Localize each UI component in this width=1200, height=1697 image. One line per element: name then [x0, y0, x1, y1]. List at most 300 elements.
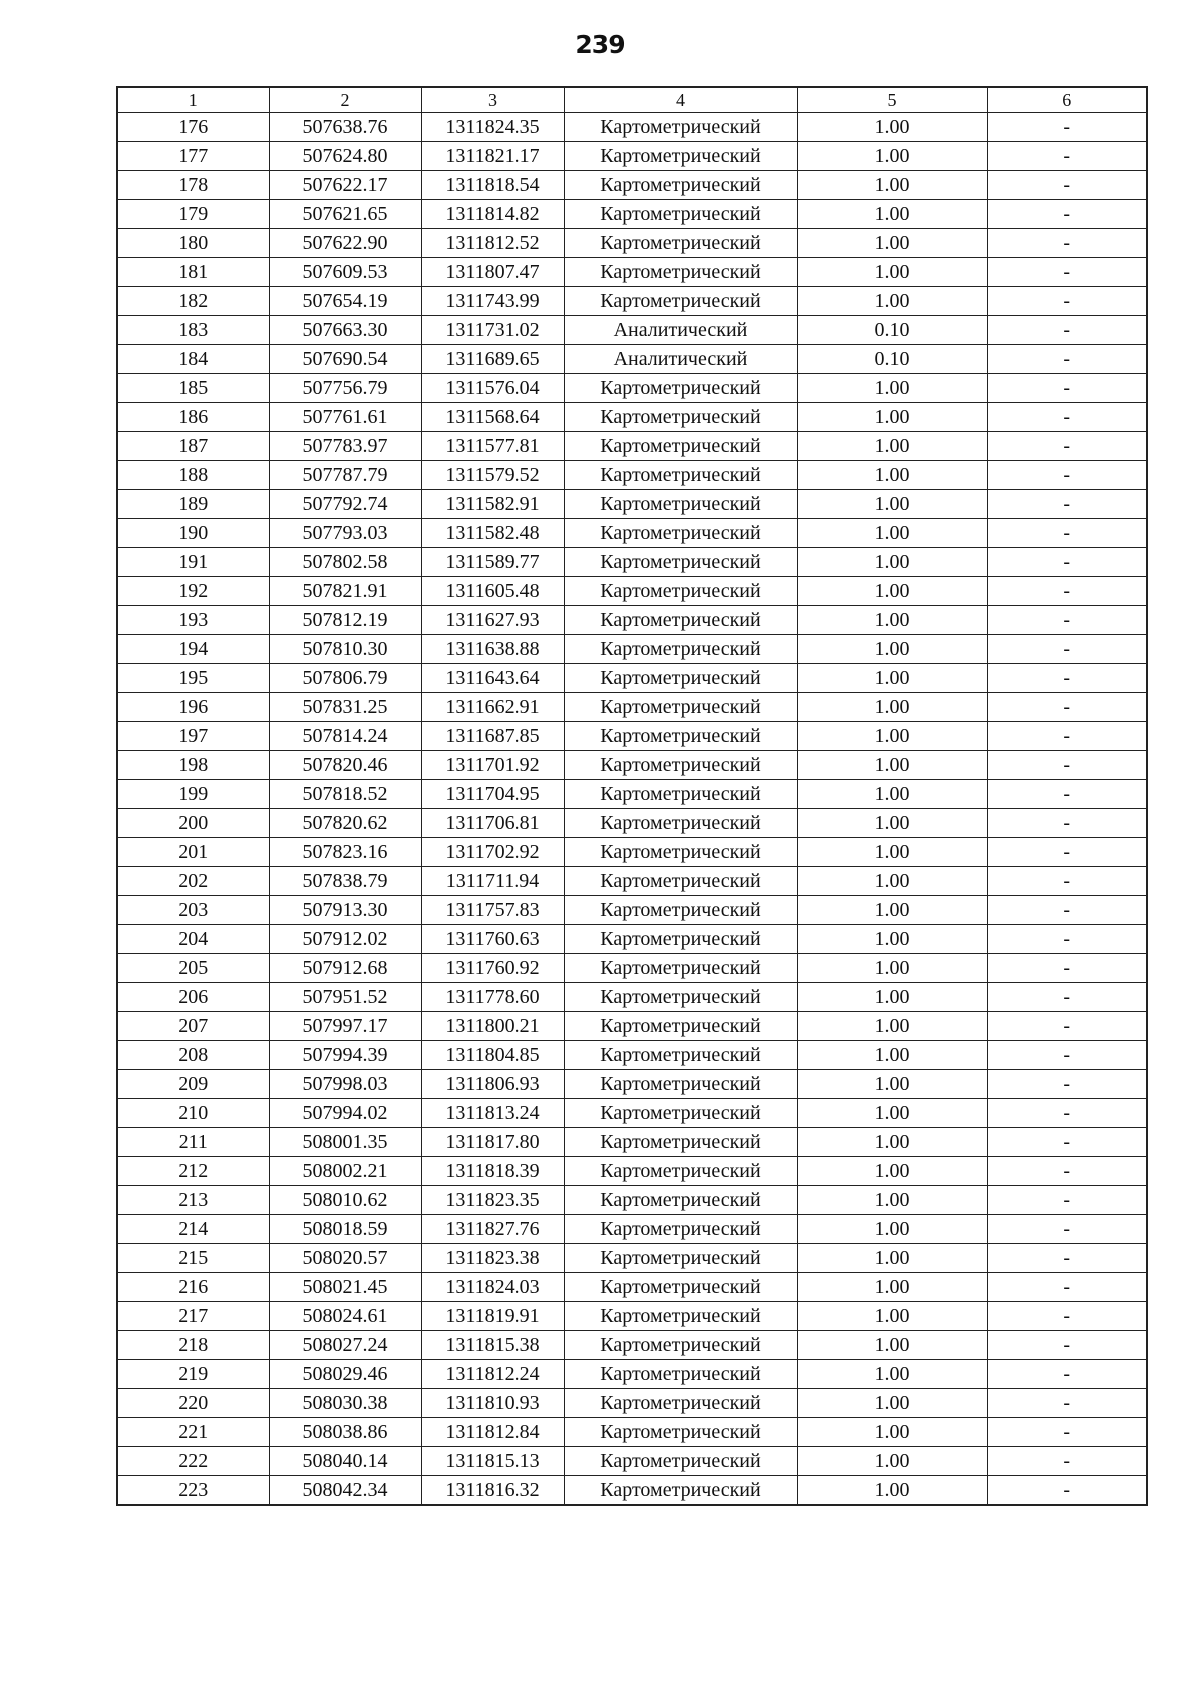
point-number-cell: 207: [117, 1012, 269, 1041]
accuracy-cell: 1.00: [797, 461, 987, 490]
point-number-cell: 198: [117, 751, 269, 780]
method-cell: Картометрический: [564, 1389, 797, 1418]
y-coordinate-cell: 1311643.64: [421, 664, 564, 693]
y-coordinate-cell: 1311815.13: [421, 1447, 564, 1476]
note-cell: -: [987, 635, 1147, 664]
point-number-cell: 218: [117, 1331, 269, 1360]
x-coordinate-cell: 507838.79: [269, 867, 421, 896]
point-number-cell: 183: [117, 316, 269, 345]
y-coordinate-cell: 1311806.93: [421, 1070, 564, 1099]
table-row: [117, 954, 1147, 983]
point-number-cell: 215: [117, 1244, 269, 1273]
table-row: [117, 403, 1147, 432]
note-cell: -: [987, 1447, 1147, 1476]
x-coordinate-cell: 507783.97: [269, 432, 421, 461]
accuracy-cell: 1.00: [797, 1215, 987, 1244]
y-coordinate-cell: 1311823.35: [421, 1186, 564, 1215]
method-cell: Картометрический: [564, 490, 797, 519]
point-number-cell: 187: [117, 432, 269, 461]
note-cell: -: [987, 432, 1147, 461]
x-coordinate-cell: 507821.91: [269, 577, 421, 606]
y-coordinate-cell: 1311824.35: [421, 113, 564, 142]
note-cell: -: [987, 200, 1147, 229]
method-cell: Картометрический: [564, 780, 797, 809]
x-coordinate-cell: 507951.52: [269, 983, 421, 1012]
accuracy-cell: 1.00: [797, 1128, 987, 1157]
note-cell: -: [987, 1128, 1147, 1157]
table-row: [117, 838, 1147, 867]
table-row: [117, 1099, 1147, 1128]
point-number-cell: 205: [117, 954, 269, 983]
method-cell: Картометрический: [564, 867, 797, 896]
method-cell: Картометрический: [564, 635, 797, 664]
method-cell: Картометрический: [564, 1418, 797, 1447]
method-cell: Картометрический: [564, 838, 797, 867]
y-coordinate-cell: 1311706.81: [421, 809, 564, 838]
y-coordinate-cell: 1311702.92: [421, 838, 564, 867]
accuracy-cell: 1.00: [797, 1476, 987, 1506]
method-cell: Картометрический: [564, 548, 797, 577]
accuracy-cell: 1.00: [797, 577, 987, 606]
accuracy-cell: 1.00: [797, 490, 987, 519]
x-coordinate-cell: 507792.74: [269, 490, 421, 519]
note-cell: -: [987, 1302, 1147, 1331]
table-row: [117, 1302, 1147, 1331]
y-coordinate-cell: 1311800.21: [421, 1012, 564, 1041]
y-coordinate-cell: 1311812.84: [421, 1418, 564, 1447]
note-cell: -: [987, 838, 1147, 867]
y-coordinate-cell: 1311804.85: [421, 1041, 564, 1070]
method-cell: Картометрический: [564, 171, 797, 200]
accuracy-cell: 1.00: [797, 606, 987, 635]
table-row: [117, 1012, 1147, 1041]
y-coordinate-cell: 1311819.91: [421, 1302, 564, 1331]
table-row: [117, 606, 1147, 635]
accuracy-cell: 1.00: [797, 1186, 987, 1215]
method-cell: Картометрический: [564, 432, 797, 461]
method-cell: Картометрический: [564, 1447, 797, 1476]
y-coordinate-cell: 1311627.93: [421, 606, 564, 635]
method-cell: Картометрический: [564, 142, 797, 171]
note-cell: -: [987, 606, 1147, 635]
x-coordinate-cell: 507994.02: [269, 1099, 421, 1128]
point-number-cell: 185: [117, 374, 269, 403]
point-number-cell: 214: [117, 1215, 269, 1244]
note-cell: -: [987, 809, 1147, 838]
accuracy-cell: 1.00: [797, 983, 987, 1012]
x-coordinate-cell: 507912.02: [269, 925, 421, 954]
method-cell: Картометрический: [564, 1070, 797, 1099]
x-coordinate-cell: 507814.24: [269, 722, 421, 751]
table-row: [117, 461, 1147, 490]
method-cell: Аналитический: [564, 316, 797, 345]
table-row: [117, 1389, 1147, 1418]
table-row: [117, 113, 1147, 142]
method-cell: Картометрический: [564, 258, 797, 287]
y-coordinate-cell: 1311814.82: [421, 200, 564, 229]
method-cell: Картометрический: [564, 809, 797, 838]
x-coordinate-cell: 508027.24: [269, 1331, 421, 1360]
method-cell: Картометрический: [564, 954, 797, 983]
x-coordinate-cell: 508040.14: [269, 1447, 421, 1476]
y-coordinate-cell: 1311638.88: [421, 635, 564, 664]
point-number-cell: 199: [117, 780, 269, 809]
point-number-cell: 188: [117, 461, 269, 490]
x-coordinate-cell: 507913.30: [269, 896, 421, 925]
point-number-cell: 202: [117, 867, 269, 896]
table-row: [117, 490, 1147, 519]
method-cell: Картометрический: [564, 1012, 797, 1041]
accuracy-cell: 1.00: [797, 780, 987, 809]
point-number-cell: 204: [117, 925, 269, 954]
table-row: [117, 722, 1147, 751]
note-cell: -: [987, 1012, 1147, 1041]
y-coordinate-cell: 1311589.77: [421, 548, 564, 577]
y-coordinate-cell: 1311812.24: [421, 1360, 564, 1389]
accuracy-cell: 1.00: [797, 200, 987, 229]
accuracy-cell: 1.00: [797, 635, 987, 664]
x-coordinate-cell: 508001.35: [269, 1128, 421, 1157]
note-cell: -: [987, 171, 1147, 200]
note-cell: -: [987, 287, 1147, 316]
accuracy-cell: 1.00: [797, 1273, 987, 1302]
accuracy-cell: 1.00: [797, 1157, 987, 1186]
method-cell: Картометрический: [564, 577, 797, 606]
table-row: [117, 316, 1147, 345]
note-cell: -: [987, 1186, 1147, 1215]
method-cell: Картометрический: [564, 1099, 797, 1128]
accuracy-cell: 1.00: [797, 432, 987, 461]
accuracy-cell: 1.00: [797, 1244, 987, 1273]
x-coordinate-cell: 507690.54: [269, 345, 421, 374]
accuracy-cell: 1.00: [797, 664, 987, 693]
point-number-cell: 217: [117, 1302, 269, 1331]
point-number-cell: 200: [117, 809, 269, 838]
point-number-cell: 196: [117, 693, 269, 722]
table-row: [117, 1476, 1147, 1506]
accuracy-cell: 1.00: [797, 113, 987, 142]
x-coordinate-cell: 507823.16: [269, 838, 421, 867]
accuracy-cell: 1.00: [797, 896, 987, 925]
note-cell: -: [987, 896, 1147, 925]
method-cell: Картометрический: [564, 1273, 797, 1302]
x-coordinate-cell: 507621.65: [269, 200, 421, 229]
y-coordinate-cell: 1311743.99: [421, 287, 564, 316]
x-coordinate-cell: 508029.46: [269, 1360, 421, 1389]
table-row: [117, 751, 1147, 780]
table-row: [117, 1331, 1147, 1360]
method-cell: Картометрический: [564, 1476, 797, 1506]
method-cell: Картометрический: [564, 606, 797, 635]
note-cell: -: [987, 316, 1147, 345]
accuracy-cell: 1.00: [797, 1447, 987, 1476]
accuracy-cell: 1.00: [797, 1302, 987, 1331]
table-row: [117, 896, 1147, 925]
point-number-cell: 184: [117, 345, 269, 374]
method-cell: Картометрический: [564, 519, 797, 548]
table-row: [117, 432, 1147, 461]
x-coordinate-cell: 508038.86: [269, 1418, 421, 1447]
accuracy-cell: 1.00: [797, 1418, 987, 1447]
x-coordinate-cell: 507663.30: [269, 316, 421, 345]
x-coordinate-cell: 507793.03: [269, 519, 421, 548]
note-cell: -: [987, 113, 1147, 142]
method-cell: Картометрический: [564, 1157, 797, 1186]
table-header: [117, 87, 1147, 113]
accuracy-cell: 1.00: [797, 403, 987, 432]
note-cell: -: [987, 1476, 1147, 1506]
y-coordinate-cell: 1311760.63: [421, 925, 564, 954]
point-number-cell: 186: [117, 403, 269, 432]
y-coordinate-cell: 1311827.76: [421, 1215, 564, 1244]
method-cell: Картометрический: [564, 374, 797, 403]
table-row: [117, 577, 1147, 606]
note-cell: -: [987, 577, 1147, 606]
note-cell: -: [987, 664, 1147, 693]
point-number-cell: 203: [117, 896, 269, 925]
table-row: [117, 200, 1147, 229]
column-header: 1: [117, 87, 269, 113]
y-coordinate-cell: 1311704.95: [421, 780, 564, 809]
y-coordinate-cell: 1311568.64: [421, 403, 564, 432]
x-coordinate-cell: 508018.59: [269, 1215, 421, 1244]
method-cell: Картометрический: [564, 693, 797, 722]
x-coordinate-cell: 507756.79: [269, 374, 421, 403]
column-header: 2: [269, 87, 421, 113]
note-cell: -: [987, 1070, 1147, 1099]
note-cell: -: [987, 1331, 1147, 1360]
table-row: [117, 983, 1147, 1012]
x-coordinate-cell: 507812.19: [269, 606, 421, 635]
method-cell: Картометрический: [564, 1331, 797, 1360]
method-cell: Картометрический: [564, 1244, 797, 1273]
note-cell: -: [987, 345, 1147, 374]
note-cell: -: [987, 548, 1147, 577]
point-number-cell: 182: [117, 287, 269, 316]
note-cell: -: [987, 780, 1147, 809]
table-row: [117, 171, 1147, 200]
point-number-cell: 177: [117, 142, 269, 171]
table-row: [117, 1186, 1147, 1215]
note-cell: -: [987, 374, 1147, 403]
point-number-cell: 190: [117, 519, 269, 548]
accuracy-cell: 1.00: [797, 287, 987, 316]
table-row: [117, 925, 1147, 954]
y-coordinate-cell: 1311577.81: [421, 432, 564, 461]
y-coordinate-cell: 1311731.02: [421, 316, 564, 345]
note-cell: -: [987, 1041, 1147, 1070]
accuracy-cell: 1.00: [797, 1012, 987, 1041]
y-coordinate-cell: 1311824.03: [421, 1273, 564, 1302]
note-cell: -: [987, 1215, 1147, 1244]
table-row: [117, 664, 1147, 693]
accuracy-cell: 1.00: [797, 809, 987, 838]
accuracy-cell: 1.00: [797, 374, 987, 403]
point-number-cell: 189: [117, 490, 269, 519]
accuracy-cell: 1.00: [797, 954, 987, 983]
table-row: [117, 1447, 1147, 1476]
table-row: [117, 780, 1147, 809]
x-coordinate-cell: 507997.17: [269, 1012, 421, 1041]
table-row: [117, 1041, 1147, 1070]
accuracy-cell: 1.00: [797, 1099, 987, 1128]
accuracy-cell: 1.00: [797, 1389, 987, 1418]
table-row: [117, 1157, 1147, 1186]
table-row: [117, 229, 1147, 258]
accuracy-cell: 1.00: [797, 722, 987, 751]
x-coordinate-cell: 508024.61: [269, 1302, 421, 1331]
page-number: 239: [575, 30, 625, 59]
y-coordinate-cell: 1311760.92: [421, 954, 564, 983]
y-coordinate-cell: 1311812.52: [421, 229, 564, 258]
method-cell: Картометрический: [564, 200, 797, 229]
point-number-cell: 221: [117, 1418, 269, 1447]
point-number-cell: 201: [117, 838, 269, 867]
column-header: 4: [564, 87, 797, 113]
table-row: [117, 548, 1147, 577]
table-row: [117, 1215, 1147, 1244]
point-number-cell: 216: [117, 1273, 269, 1302]
y-coordinate-cell: 1311815.38: [421, 1331, 564, 1360]
point-number-cell: 213: [117, 1186, 269, 1215]
x-coordinate-cell: 507802.58: [269, 548, 421, 577]
y-coordinate-cell: 1311711.94: [421, 867, 564, 896]
y-coordinate-cell: 1311582.48: [421, 519, 564, 548]
point-number-cell: 209: [117, 1070, 269, 1099]
method-cell: Картометрический: [564, 113, 797, 142]
accuracy-cell: 1.00: [797, 838, 987, 867]
y-coordinate-cell: 1311778.60: [421, 983, 564, 1012]
method-cell: Картометрический: [564, 1041, 797, 1070]
point-number-cell: 219: [117, 1360, 269, 1389]
point-number-cell: 211: [117, 1128, 269, 1157]
point-number-cell: 212: [117, 1157, 269, 1186]
y-coordinate-cell: 1311579.52: [421, 461, 564, 490]
method-cell: Картометрический: [564, 664, 797, 693]
point-number-cell: 220: [117, 1389, 269, 1418]
table-row: [117, 142, 1147, 171]
note-cell: -: [987, 258, 1147, 287]
method-cell: Картометрический: [564, 1186, 797, 1215]
y-coordinate-cell: 1311582.91: [421, 490, 564, 519]
table-row: [117, 1418, 1147, 1447]
header-row: [117, 87, 1147, 113]
x-coordinate-cell: 507820.46: [269, 751, 421, 780]
table-row: [117, 1070, 1147, 1099]
accuracy-cell: 1.00: [797, 693, 987, 722]
x-coordinate-cell: 507806.79: [269, 664, 421, 693]
table-row: [117, 287, 1147, 316]
method-cell: Картометрический: [564, 722, 797, 751]
accuracy-cell: 1.00: [797, 1070, 987, 1099]
x-coordinate-cell: 507912.68: [269, 954, 421, 983]
method-cell: Картометрический: [564, 403, 797, 432]
y-coordinate-cell: 1311701.92: [421, 751, 564, 780]
x-coordinate-cell: 507638.76: [269, 113, 421, 142]
table-row: [117, 374, 1147, 403]
x-coordinate-cell: 507831.25: [269, 693, 421, 722]
point-number-cell: 222: [117, 1447, 269, 1476]
note-cell: -: [987, 1418, 1147, 1447]
note-cell: -: [987, 722, 1147, 751]
point-number-cell: 193: [117, 606, 269, 635]
method-cell: Аналитический: [564, 345, 797, 374]
method-cell: Картометрический: [564, 229, 797, 258]
x-coordinate-cell: 507609.53: [269, 258, 421, 287]
column-header: 6: [987, 87, 1147, 113]
x-coordinate-cell: 507810.30: [269, 635, 421, 664]
y-coordinate-cell: 1311605.48: [421, 577, 564, 606]
y-coordinate-cell: 1311818.54: [421, 171, 564, 200]
y-coordinate-cell: 1311821.17: [421, 142, 564, 171]
x-coordinate-cell: 508042.34: [269, 1476, 421, 1506]
method-cell: Картометрический: [564, 925, 797, 954]
accuracy-cell: 1.00: [797, 258, 987, 287]
note-cell: -: [987, 461, 1147, 490]
note-cell: -: [987, 1244, 1147, 1273]
method-cell: Картометрический: [564, 461, 797, 490]
point-number-cell: 192: [117, 577, 269, 606]
table-row: [117, 867, 1147, 896]
y-coordinate-cell: 1311817.80: [421, 1128, 564, 1157]
point-number-cell: 195: [117, 664, 269, 693]
x-coordinate-cell: 507624.80: [269, 142, 421, 171]
table-row: [117, 1273, 1147, 1302]
y-coordinate-cell: 1311757.83: [421, 896, 564, 925]
x-coordinate-cell: 507998.03: [269, 1070, 421, 1099]
note-cell: -: [987, 925, 1147, 954]
accuracy-cell: 1.00: [797, 925, 987, 954]
note-cell: -: [987, 229, 1147, 258]
method-cell: Картометрический: [564, 1128, 797, 1157]
table-row: [117, 693, 1147, 722]
accuracy-cell: 1.00: [797, 1041, 987, 1070]
column-header: 3: [421, 87, 564, 113]
y-coordinate-cell: 1311689.65: [421, 345, 564, 374]
x-coordinate-cell: 507622.17: [269, 171, 421, 200]
y-coordinate-cell: 1311687.85: [421, 722, 564, 751]
accuracy-cell: 0.10: [797, 345, 987, 374]
x-coordinate-cell: 507994.39: [269, 1041, 421, 1070]
note-cell: -: [987, 693, 1147, 722]
note-cell: -: [987, 1157, 1147, 1186]
note-cell: -: [987, 403, 1147, 432]
y-coordinate-cell: 1311816.32: [421, 1476, 564, 1506]
accuracy-cell: 1.00: [797, 867, 987, 896]
point-number-cell: 191: [117, 548, 269, 577]
point-number-cell: 208: [117, 1041, 269, 1070]
method-cell: Картометрический: [564, 896, 797, 925]
point-number-cell: 179: [117, 200, 269, 229]
x-coordinate-cell: 508002.21: [269, 1157, 421, 1186]
point-number-cell: 180: [117, 229, 269, 258]
table-row: [117, 345, 1147, 374]
method-cell: Картометрический: [564, 1215, 797, 1244]
accuracy-cell: 0.10: [797, 316, 987, 345]
accuracy-cell: 1.00: [797, 142, 987, 171]
table-row: [117, 1128, 1147, 1157]
accuracy-cell: 1.00: [797, 548, 987, 577]
method-cell: Картометрический: [564, 287, 797, 316]
table-row: [117, 519, 1147, 548]
y-coordinate-cell: 1311818.39: [421, 1157, 564, 1186]
method-cell: Картометрический: [564, 983, 797, 1012]
method-cell: Картометрический: [564, 1302, 797, 1331]
note-cell: -: [987, 1273, 1147, 1302]
accuracy-cell: 1.00: [797, 171, 987, 200]
accuracy-cell: 1.00: [797, 751, 987, 780]
y-coordinate-cell: 1311576.04: [421, 374, 564, 403]
